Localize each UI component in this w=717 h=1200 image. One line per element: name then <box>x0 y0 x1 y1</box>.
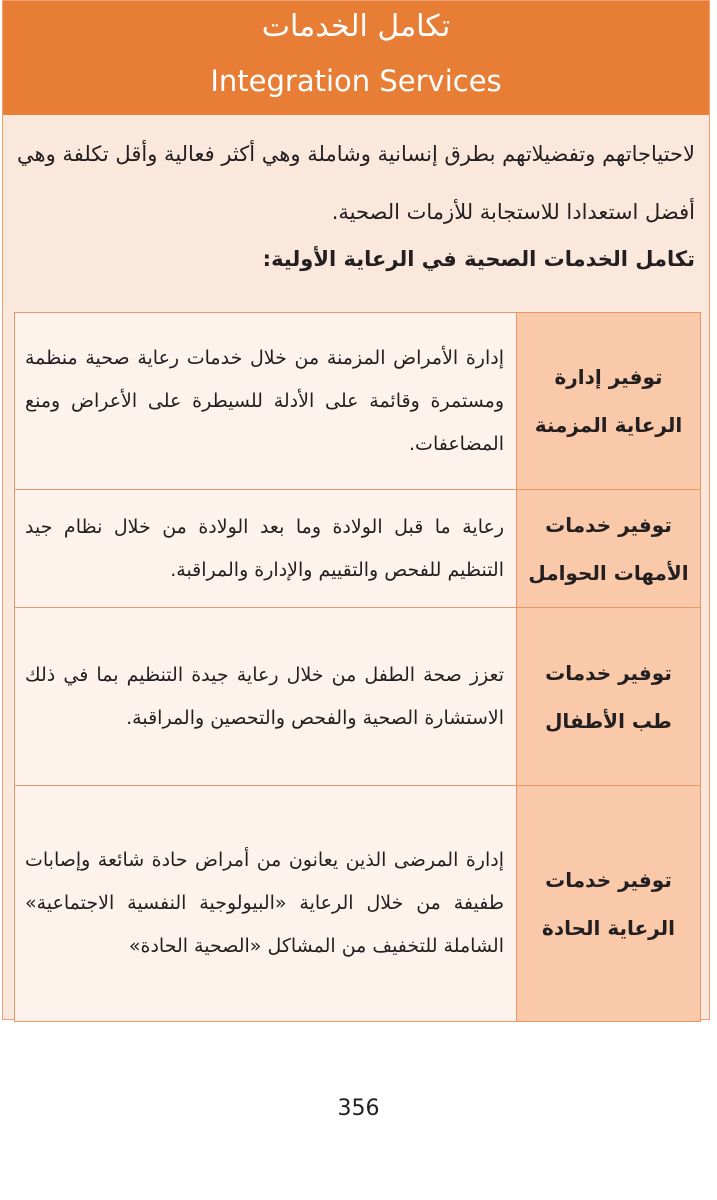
service-title: توفير خدمات الرعاية الحادة <box>517 786 701 1022</box>
service-description: رعاية ما قبل الولادة وما بعد الولادة من خلال نظام جيد التنظيم للفحص والتقييم والإدارة والمراقبة. <box>15 490 517 608</box>
page-number: 356 <box>337 1096 380 1121</box>
table-row <box>15 490 701 608</box>
integration-services-panel <box>2 0 710 1020</box>
subheading: تكامل الخدمات الصحية في الرعاية الأولية: <box>262 247 695 271</box>
service-title: توفير خدمات طب الأطفال <box>517 608 701 786</box>
table-row <box>15 608 701 786</box>
section-header <box>3 1 709 115</box>
service-title: توفير خدمات الأمهات الحوامل <box>517 490 701 608</box>
table-row <box>15 786 701 1022</box>
table-row <box>15 313 701 490</box>
service-title: توفير إدارة الرعاية المزمنة <box>517 313 701 490</box>
service-description: إدارة الأمراض المزمنة من خلال خدمات رعاية صحية منظمة ومستمرة وقائمة على الأدلة للسيطرة على الأعراض ومنع المضاعفات. <box>15 313 517 490</box>
header-title-english: Integration Services <box>210 64 502 98</box>
intro-paragraph: لاحتياجاتهم وتفضيلاتهم بطرق إنسانية وشاملة وهي أكثر فعالية وأقل تكلفة وهي أفضل استعدادا للاستجابة للأزمات الصحية. <box>17 142 695 224</box>
header-title-arabic: تكامل الخدمات <box>261 9 451 44</box>
services-table <box>14 312 701 1022</box>
service-description: إدارة المرضى الذين يعانون من أمراض حادة شائعة وإصابات طفيفة من خلال الرعاية «البيولوجية النفسية الاجتماعية» الشاملة للتخفيف من المشاكل «الصحية الحادة» <box>15 786 517 1022</box>
service-description: تعزز صحة الطفل من خلال رعاية جيدة التنظيم بما في ذلك الاستشارة الصحية والفحص والتحصين والمراقبة. <box>15 608 517 786</box>
